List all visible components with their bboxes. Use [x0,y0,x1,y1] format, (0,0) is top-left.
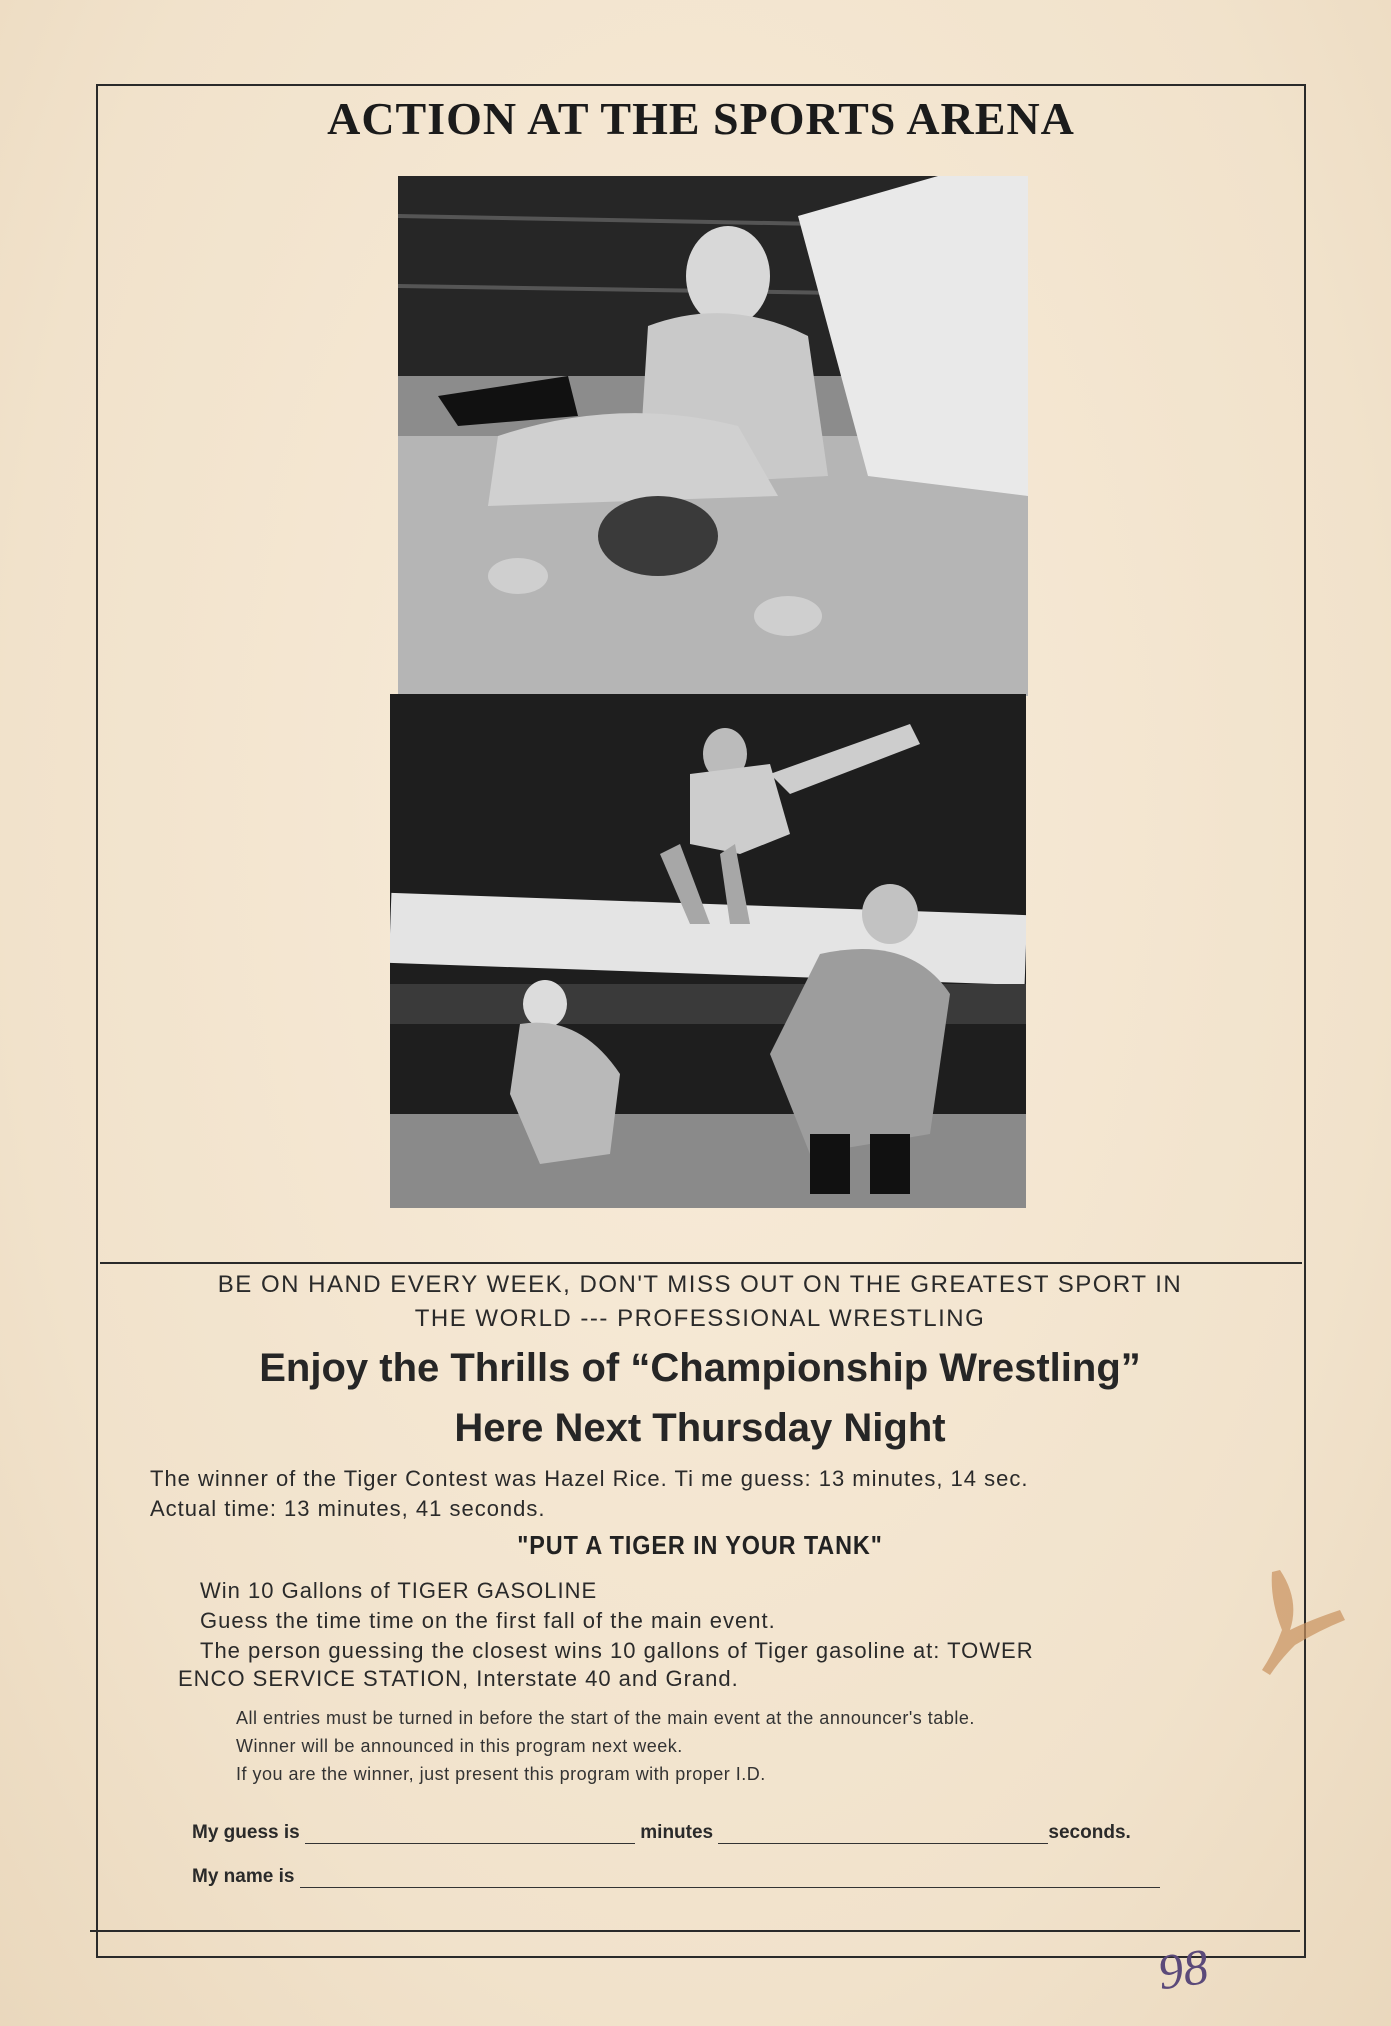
fine-print-3: If you are the winner, just present this program with proper I.D. [236,1764,766,1784]
name-blank[interactable] [300,1869,1160,1888]
notice-text [150,1268,1250,1336]
page-title: ACTION AT THE SPORTS ARENA [327,93,1075,144]
minutes-blank[interactable] [305,1825,635,1844]
winner-line-2: Actual time: 13 minutes, 41 seconds. [150,1496,546,1521]
wrestling-photo-top [398,176,1028,696]
section-divider [100,1262,1302,1264]
minutes-label: minutes [640,1822,714,1843]
page-number: 98 [1154,1937,1212,2001]
seconds-label: seconds. [1048,1822,1131,1843]
notice-line-2: THE WORLD --- PROFESSIONAL WRESTLING [414,1305,986,1332]
contest-line-3: The person guessing the closest wins 10 gallons of Tiger gasoline at: TOWER [200,1638,1034,1663]
bottom-rule [90,1930,1300,1932]
guess-form-row [192,1822,1131,1844]
ink-stain-icon [1250,1560,1350,1680]
fine-print-2: Winner will be announced in this program next week. [236,1736,683,1756]
wrestling-photo-bottom [390,694,1026,1208]
name-label: My name is [192,1866,295,1887]
headline-line-1: Enjoy the Thrills of “Championship Wrestling” [259,1346,1141,1390]
contest-line-4: ENCO SERVICE STATION, Interstate 40 and Grand. [178,1666,739,1691]
seconds-blank[interactable] [718,1825,1048,1844]
winner-announcement [150,1464,1270,1524]
contest-slogan: "PUT A TIGER IN YOUR TANK" [517,1530,883,1560]
fine-print-1: All entries must be turned in before the start of the main event at the announcer's table. [236,1708,975,1728]
name-form-row [192,1866,1160,1888]
headline-line-2: Here Next Thursday Night [454,1406,946,1450]
guess-label: My guess is [192,1822,300,1843]
notice-line-1: BE ON HAND EVERY WEEK, DON'T MISS OUT ON THE GREATEST SPORT IN [217,1271,1183,1298]
contest-line-1: Win 10 Gallons of TIGER GASOLINE [200,1578,598,1603]
winner-line-1: The winner of the Tiger Contest was Hazel Rice. Ti me guess: 13 minutes, 14 sec. [150,1466,1029,1491]
contest-line-2: Guess the time time on the first fall of the main event. [200,1608,776,1633]
